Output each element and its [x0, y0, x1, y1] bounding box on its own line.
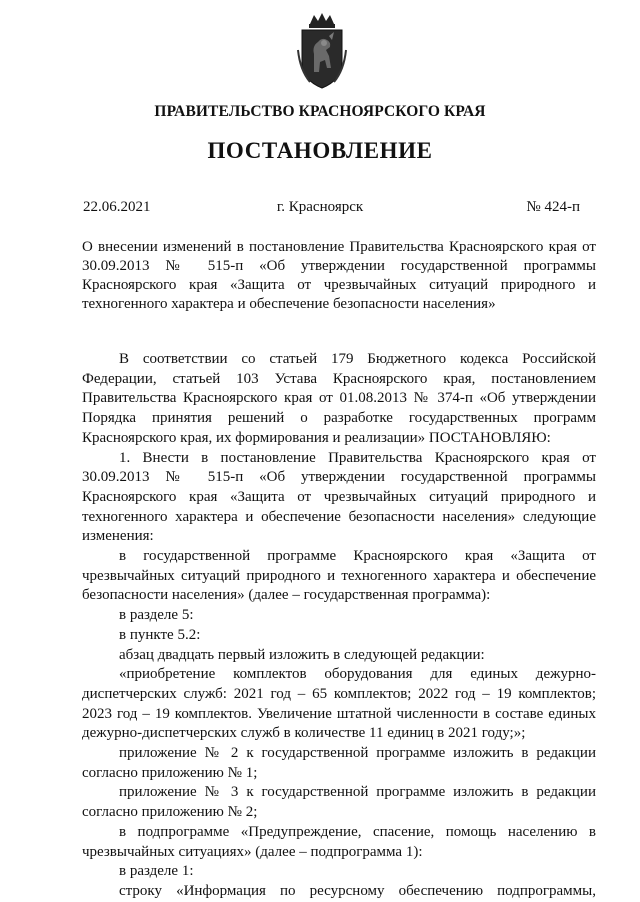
body-paragraph: приложение № 2 к государственной программе изложить в редакции согласно приложению № 1; — [82, 745, 596, 781]
body-paragraph: строку «Информация по ресурсному обеспечению подпрограммы, — [119, 882, 596, 899]
document-city: г. Красноярск — [276, 199, 364, 215]
body-paragraph: в государственной программе Красноярского края «Защита от чрезвычайных ситуаций природного и техногенного характера и обеспечение безопасности населения» (далее – государственная программа): — [82, 548, 596, 604]
document-number: № 424-п — [526, 199, 580, 215]
body-paragraph: приложение № 3 к государственной программе изложить в редакции согласно приложению № 2; — [82, 784, 596, 821]
body-paragraph: в разделе 5: — [119, 607, 194, 624]
government-title: ПРАВИТЕЛЬСТВО КРАСНОЯРСКОГО КРАЯ — [154, 103, 486, 120]
coat-of-arms-icon — [296, 10, 348, 90]
body-paragraph: в разделе 1: — [119, 863, 194, 880]
body-paragraph: 1. Внести в постановление Правительства Красноярского края от 30.09.2013 № 515-п «Об утверждении государственной программы Красноярского края «Защита от чрезвычайных ситуаций природного и техногенного характера и обеспечение безопасности населения» следующие изменения: — [82, 449, 596, 545]
document-body — [82, 350, 596, 902]
body-paragraph: В соответствии со статьей 179 Бюджетного кодекса Российской Федерации, статьей 103 Устава Красноярского края, постановлением Правительства Красноярского края от 01.08.2013 № 374-п «Об утверждении Порядка принятия решений о разработке государственных программ Красноярского края, их формирования и реализации» ПОСТАНОВЛЯЮ: — [82, 351, 596, 446]
body-paragraph: «приобретение комплектов оборудования для единых дежурно-диспетчерских служб: 2021 год – 65 комплектов; 2022 год – 19 комплектов; 2023 год – 19 комплектов. Увеличение штатной численности в составе единых дежурно-диспетчерских служб в количестве 11 единиц в 2021 году;»; — [82, 666, 596, 742]
document-date: 22.06.2021 — [83, 199, 151, 215]
document-type-title: ПОСТАНОВЛЕНИЕ — [207, 138, 433, 163]
body-paragraph: в подпрограмме «Предупреждение, спасение, помощь населению в чрезвычайных ситуациях» (далее – подпрограмма 1): — [82, 823, 596, 860]
body-paragraph: в пункте 5.2: — [119, 626, 201, 643]
document-subject: О внесении изменений в постановление Правительства Красноярского края от 30.09.2013 № 515-п «Об утверждении государственной программы Красноярского края «Защита от чрезвычайных ситуаций природного и техногенного характера и обеспечение безопасности населения» — [82, 239, 596, 312]
body-paragraph: абзац двадцать первый изложить в следующей редакции: — [119, 646, 485, 663]
